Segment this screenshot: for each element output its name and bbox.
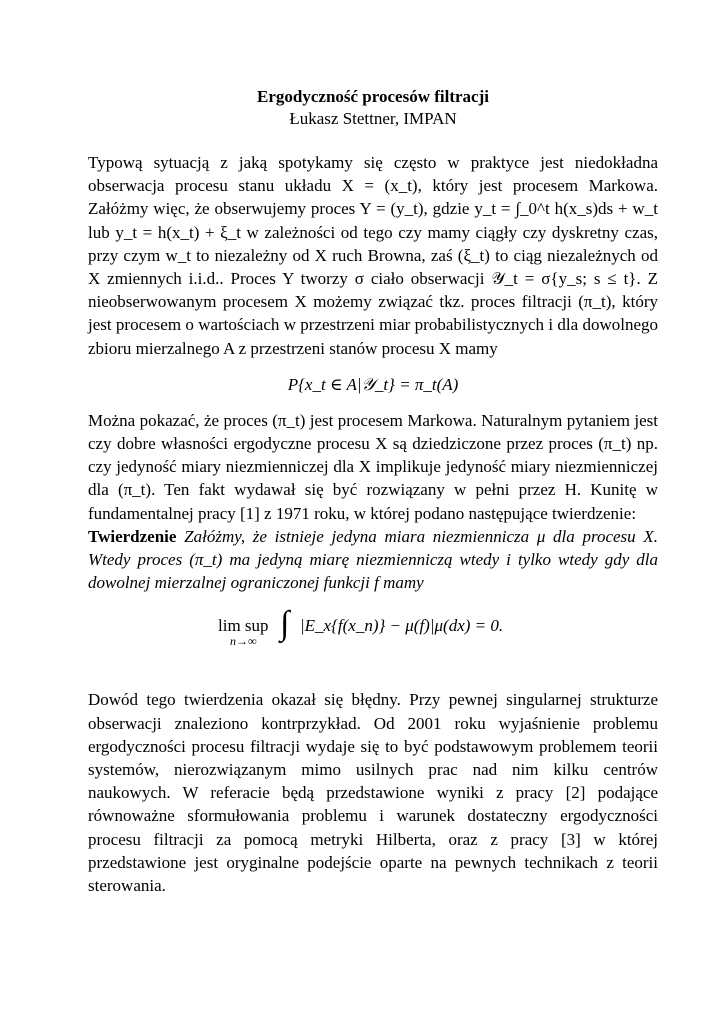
integral-sign: ∫ (280, 605, 290, 643)
equation-filter: P{x_t ∈ A|𝒴_t} = π_t(A) (287, 374, 459, 394)
paragraph-conclusion: Dowód tego twierdzenia okazał się błędny. Przy pewnej singularnej strukturze obserwacji znaleziono kontrprzykład. Od 2001 roku wyjaśnienie problemu ergodyczności procesu filtracji wydaje się to być podstawowym problemem teorii systemów, nierozwiązanym mimo usilnych prac nad nim kilku centrów naukowych. W referacie będą przedstawione wyniki z pracy [2] podające równoważne sformułowania problemu i warunek dostateczny ergodyczności procesu filtracji za pomocą metryki Hilberta, oraz z pracy [3] w której przedstawione jest oryginalne podejście oparte na pewnych technikach z teorii sterowania. (88, 690, 658, 896)
paragraph-markov: Można pokazać, że proces (π_t) jest procesem Markowa. Naturalnym pytaniem jest czy dobre własności ergodyczne procesu X są dziedziczone przez proces (π_t) np. czy jedyność miary niezmienniczej dla X implikuje jedyność miary niezmienniczej dla (π_t). Ten fakt wydawał się być rozwiązany w pełni przez H. Kunitę w fundamentalnej pracy [1] z 1971 roku, w której podano następujące twierdzenie: (88, 410, 658, 523)
limsup-subscript: n→∞ (229, 634, 257, 649)
theorem-block (88, 525, 658, 595)
theorem-label: Twierdzenie (88, 526, 177, 546)
theorem-text: Załóżmy, że istnieje jedyna miara niezmiennicza μ dla procesu X. Wtedy proces (π_t) ma jedyną miarę niezmienniczą wtedy i tylko wtedy gdy dla dowolnej mierzalnej ograniczonej funkcji f mamy (88, 526, 659, 593)
paragraph-intro: Typową sytuacją z jaką spotykamy się często w praktyce jest niedokładna obserwacja procesu stanu układu X = (x_t), który jest procesem Markowa. Załóżmy więc, że obserwujemy proces Y = (y_t), gdzie y_t = ∫_0^t h(x_s)ds + w_t lub y_t = h(x_t) + ξ_t w zależności od tego czy mamy ciągły czy dyskretny czas, przy czym w_t to niezależny od X ruch Browna, zaś (ξ_t) to ciąg niezależnych od X zmiennych i.i.d.. Proces Y tworzy σ ciało obserwacji 𝒴_t = σ{y_s; s ≤ t}. Z nieobserwowanym procesem X możemy związać tkz. proces filtracji (π_t), który jest procesem o wartościach w przestrzeni miar probabilistycznych i dla dowolnego zbioru mierzalnego A z przestrzeni stanów procesu X mamy (88, 153, 658, 358)
limsup-label: lim sup (218, 616, 269, 636)
limsup-operator (218, 616, 269, 649)
paper-author: Łukasz Stettner, IMPAN (289, 109, 457, 128)
integrand: |E_x{f(x_n)} − μ(f)|μ(dx) = 0. (300, 616, 504, 636)
equation-ergodic (88, 605, 658, 658)
document-page (88, 86, 658, 897)
paper-title: Ergodyczność procesów filtracji (257, 87, 489, 106)
